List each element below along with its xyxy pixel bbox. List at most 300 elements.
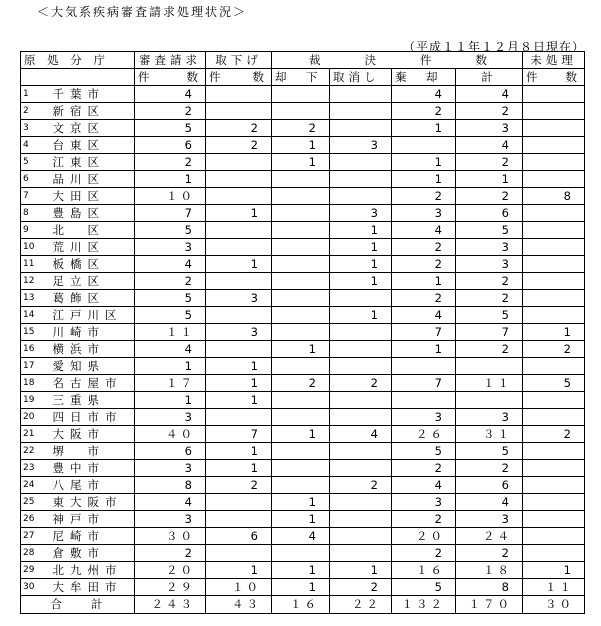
cell-claims: 3: [135, 460, 206, 477]
office-name: 豊中市: [49, 460, 135, 477]
cell-cancelled: 1: [330, 307, 392, 324]
cell-pending: 1: [523, 562, 585, 579]
cell-total: 2: [456, 460, 523, 477]
cell-total: 2: [456, 545, 523, 562]
cell-withdrawn: [206, 307, 272, 324]
row-number: 6: [21, 171, 49, 188]
cell-dismissed: [272, 392, 330, 409]
withdraw-sub-b: 数: [252, 69, 268, 84]
row-number: 27: [21, 528, 49, 545]
cell-rejected: 1: [392, 273, 456, 290]
cell-total: 3: [456, 256, 523, 273]
cell-withdrawn: [206, 273, 272, 290]
cell-total: 2: [456, 273, 523, 290]
cell-total: 5: [456, 222, 523, 239]
table-row: [21, 103, 585, 120]
cell-cancelled: 3: [330, 205, 392, 222]
office-name: 尼崎市: [49, 528, 135, 545]
cell-withdrawn: 2: [206, 477, 272, 494]
office-name: 三重県: [49, 392, 135, 409]
cell-dismissed: 1: [272, 154, 330, 171]
cell-rejected: 4: [392, 222, 456, 239]
office-name: 品川区: [49, 171, 135, 188]
cell-dismissed: 1: [272, 137, 330, 154]
cell-cancelled: 2: [330, 375, 392, 392]
cell-pending: [523, 205, 585, 222]
table-row: [21, 511, 585, 528]
row-number: 1: [21, 86, 49, 103]
table-row: [21, 375, 585, 392]
cell-cancelled: [330, 154, 392, 171]
office-name: 倉敷市: [49, 545, 135, 562]
cell-cancelled: [330, 103, 392, 120]
cell-pending: [523, 137, 585, 154]
cell-dismissed: [272, 460, 330, 477]
row-number: 7: [21, 188, 49, 205]
cell-rejected: 3: [392, 494, 456, 511]
cell-rejected: 1: [392, 120, 456, 137]
cell-total: 8: [456, 579, 523, 596]
office-name: 四日市市: [49, 409, 135, 426]
cell-claims: 4: [135, 256, 206, 273]
office-name: 大田区: [49, 188, 135, 205]
cell-total: 3: [456, 409, 523, 426]
row-number: 20: [21, 409, 49, 426]
cell-total: １１: [456, 375, 523, 392]
page-title: ＜大気系疾病審査請求処理状況＞: [37, 5, 248, 19]
decision-label-4: 数: [475, 52, 491, 67]
cell-rejected: ２０: [392, 528, 456, 545]
cell-dismissed: [272, 307, 330, 324]
cell-dismissed: [272, 256, 330, 273]
cell-claims: 7: [135, 205, 206, 222]
cell-withdrawn: 1: [206, 375, 272, 392]
cell-dismissed: [272, 273, 330, 290]
cell-claims: 4: [135, 494, 206, 511]
cell-withdrawn: 1: [206, 256, 272, 273]
office-name: 横浜市: [49, 341, 135, 358]
cell-rejected: 2: [392, 290, 456, 307]
row-number: 21: [21, 426, 49, 443]
cell-withdrawn: １０: [206, 579, 272, 596]
cell-pending: [523, 511, 585, 528]
totals-total: １７０: [456, 596, 523, 614]
office-name: 名古屋市: [49, 375, 135, 392]
row-number: 4: [21, 137, 49, 154]
total-header: 計: [456, 69, 523, 86]
cell-dismissed: [272, 409, 330, 426]
cell-cancelled: [330, 358, 392, 375]
office-name: 北 区: [49, 222, 135, 239]
cell-cancelled: [330, 341, 392, 358]
row-number: 24: [21, 477, 49, 494]
cell-rejected: 2: [392, 256, 456, 273]
cell-claims: ２９: [135, 579, 206, 596]
claims-table: [20, 51, 585, 614]
row-number: 5: [21, 154, 49, 171]
cell-rejected: 2: [392, 239, 456, 256]
cell-rejected: 1: [392, 341, 456, 358]
cell-withdrawn: [206, 188, 272, 205]
table-row: [21, 239, 585, 256]
cell-withdrawn: 1: [206, 392, 272, 409]
row-number: 19: [21, 392, 49, 409]
cell-pending: [523, 273, 585, 290]
table-row: [21, 358, 585, 375]
cell-rejected: 5: [392, 443, 456, 460]
table-row: [21, 188, 585, 205]
cell-withdrawn: [206, 341, 272, 358]
decision-label-1: 裁: [309, 52, 325, 67]
cell-total: 6: [456, 477, 523, 494]
cell-rejected: 5: [392, 579, 456, 596]
cell-cancelled: [330, 545, 392, 562]
row-number: 15: [21, 324, 49, 341]
cell-cancelled: 1: [330, 222, 392, 239]
table-row: [21, 460, 585, 477]
cell-cancelled: [330, 409, 392, 426]
cell-claims: 2: [135, 103, 206, 120]
cell-claims: ４０: [135, 426, 206, 443]
row-number: 10: [21, 239, 49, 256]
cell-claims: 3: [135, 409, 206, 426]
cell-withdrawn: [206, 494, 272, 511]
table-row: [21, 86, 585, 103]
cell-claims: 5: [135, 120, 206, 137]
withdraw-subheader: [206, 69, 272, 86]
cell-total: ３１: [456, 426, 523, 443]
office-name: 豊島区: [49, 205, 135, 222]
cell-rejected: ２６: [392, 426, 456, 443]
cell-pending: [523, 171, 585, 188]
cell-withdrawn: 1: [206, 562, 272, 579]
cell-claims: ３０: [135, 528, 206, 545]
cell-cancelled: [330, 511, 392, 528]
cell-rejected: 1: [392, 154, 456, 171]
cancel-header: 取消し: [330, 69, 392, 86]
header-row-2: [21, 69, 585, 86]
cell-rejected: 4: [392, 86, 456, 103]
table-row: [21, 324, 585, 341]
cell-claims: 4: [135, 341, 206, 358]
cell-claims: 4: [135, 86, 206, 103]
totals-row: [21, 596, 585, 614]
cell-withdrawn: 1: [206, 443, 272, 460]
cell-withdrawn: 1: [206, 205, 272, 222]
withdraw-sub-a: 件: [209, 69, 225, 84]
cell-pending: [523, 256, 585, 273]
cell-claims: 1: [135, 358, 206, 375]
cell-cancelled: 1: [330, 256, 392, 273]
office-name: 愛知県: [49, 358, 135, 375]
cell-claims: 3: [135, 511, 206, 528]
cell-rejected: 4: [392, 477, 456, 494]
office-header-blank: [21, 69, 135, 86]
row-number: 12: [21, 273, 49, 290]
cell-withdrawn: 3: [206, 290, 272, 307]
totals-cancelled: ２２: [330, 596, 392, 614]
cell-cancelled: [330, 324, 392, 341]
cell-withdrawn: [206, 86, 272, 103]
office-header: 原 処 分 庁: [21, 52, 135, 69]
claims-sub-a: 件: [138, 69, 154, 84]
table-row: [21, 341, 585, 358]
cell-withdrawn: 1: [206, 358, 272, 375]
totals-rejected: １３２: [392, 596, 456, 614]
cell-rejected: [392, 392, 456, 409]
row-number: 8: [21, 205, 49, 222]
cell-claims: 2: [135, 545, 206, 562]
cell-claims: 5: [135, 307, 206, 324]
cell-withdrawn: [206, 103, 272, 120]
pending-sub-b: 数: [565, 69, 581, 84]
office-name: 東大阪市: [49, 494, 135, 511]
table-row: [21, 443, 585, 460]
cell-rejected: 7: [392, 324, 456, 341]
decision-label-3: 件: [420, 52, 436, 67]
cell-total: 2: [456, 103, 523, 120]
office-name: 大阪市: [49, 426, 135, 443]
cell-claims: 8: [135, 477, 206, 494]
cell-rejected: 7: [392, 375, 456, 392]
cell-claims: １１: [135, 324, 206, 341]
office-name: 台東区: [49, 137, 135, 154]
table-body: [21, 86, 585, 596]
cell-dismissed: [272, 171, 330, 188]
table-row: [21, 409, 585, 426]
cell-rejected: 2: [392, 460, 456, 477]
cell-rejected: 2: [392, 545, 456, 562]
cell-rejected: 2: [392, 188, 456, 205]
row-number: 18: [21, 375, 49, 392]
cell-total: １８: [456, 562, 523, 579]
cell-cancelled: [330, 528, 392, 545]
cell-dismissed: [272, 222, 330, 239]
totals-pending: ３０: [523, 596, 585, 614]
row-number: 26: [21, 511, 49, 528]
table-row: [21, 273, 585, 290]
cell-rejected: [392, 137, 456, 154]
cell-pending: 1: [523, 324, 585, 341]
cell-dismissed: [272, 358, 330, 375]
totals-claims: ２４３: [135, 596, 206, 614]
claims-sub-b: 数: [186, 69, 202, 84]
table-row: [21, 579, 585, 596]
cell-pending: [523, 392, 585, 409]
cell-withdrawn: 6: [206, 528, 272, 545]
cell-rejected: 4: [392, 307, 456, 324]
cell-cancelled: [330, 188, 392, 205]
row-number: 11: [21, 256, 49, 273]
office-name: 北九州市: [49, 562, 135, 579]
cell-pending: [523, 494, 585, 511]
cell-total: 3: [456, 511, 523, 528]
cell-cancelled: 2: [330, 477, 392, 494]
table-row: [21, 205, 585, 222]
cell-rejected: [392, 358, 456, 375]
cell-claims: 1: [135, 392, 206, 409]
cell-withdrawn: [206, 171, 272, 188]
cell-pending: [523, 460, 585, 477]
cell-claims: 5: [135, 290, 206, 307]
cell-cancelled: 1: [330, 562, 392, 579]
row-number: 16: [21, 341, 49, 358]
cell-pending: [523, 307, 585, 324]
cell-total: 2: [456, 154, 523, 171]
cell-dismissed: 1: [272, 562, 330, 579]
cell-total: [456, 358, 523, 375]
cell-cancelled: 1: [330, 239, 392, 256]
cell-dismissed: 1: [272, 511, 330, 528]
table-row: [21, 477, 585, 494]
cell-total: 2: [456, 188, 523, 205]
cell-dismissed: 1: [272, 426, 330, 443]
cell-dismissed: [272, 324, 330, 341]
cell-dismissed: [272, 443, 330, 460]
reject-header: 棄 却: [392, 69, 456, 86]
office-name: 江東区: [49, 154, 135, 171]
cell-pending: 2: [523, 341, 585, 358]
cell-withdrawn: 2: [206, 120, 272, 137]
cell-withdrawn: 2: [206, 137, 272, 154]
cell-dismissed: [272, 103, 330, 120]
row-number: 28: [21, 545, 49, 562]
cell-withdrawn: 7: [206, 426, 272, 443]
pending-subheader: [523, 69, 585, 86]
cell-claims: ２０: [135, 562, 206, 579]
totals-label: 合 計: [21, 596, 135, 614]
cell-total: 3: [456, 239, 523, 256]
cell-total: 5: [456, 307, 523, 324]
cell-withdrawn: [206, 222, 272, 239]
cell-total: 2: [456, 341, 523, 358]
row-number: 2: [21, 103, 49, 120]
row-number: 13: [21, 290, 49, 307]
cell-total: 6: [456, 205, 523, 222]
cell-rejected: 3: [392, 205, 456, 222]
office-name: 千葉市: [49, 86, 135, 103]
cell-dismissed: [272, 205, 330, 222]
cell-total: 4: [456, 86, 523, 103]
cell-pending: １１: [523, 579, 585, 596]
table-row: [21, 290, 585, 307]
pending-sub-a: 件: [526, 69, 542, 84]
cell-cancelled: [330, 171, 392, 188]
cell-dismissed: [272, 86, 330, 103]
cell-cancelled: [330, 120, 392, 137]
table-row: [21, 222, 585, 239]
cell-claims: 2: [135, 273, 206, 290]
cell-total: 4: [456, 494, 523, 511]
cell-dismissed: [272, 290, 330, 307]
office-name: 大牟田市: [49, 579, 135, 596]
table-row: [21, 171, 585, 188]
office-name: 葛飾区: [49, 290, 135, 307]
cell-claims: 5: [135, 222, 206, 239]
cell-pending: [523, 86, 585, 103]
cell-dismissed: [272, 477, 330, 494]
cell-total: ２４: [456, 528, 523, 545]
cell-total: 2: [456, 290, 523, 307]
cell-rejected: 2: [392, 511, 456, 528]
cell-total: 3: [456, 120, 523, 137]
cell-cancelled: [330, 443, 392, 460]
cell-dismissed: 4: [272, 528, 330, 545]
cell-withdrawn: 1: [206, 460, 272, 477]
table-row: [21, 528, 585, 545]
office-name: 江戸川区: [49, 307, 135, 324]
office-name: 八尾市: [49, 477, 135, 494]
totals-dismissed: １６: [272, 596, 330, 614]
table-row: [21, 562, 585, 579]
row-number: 22: [21, 443, 49, 460]
cell-cancelled: 3: [330, 137, 392, 154]
cell-dismissed: 2: [272, 120, 330, 137]
cell-pending: [523, 545, 585, 562]
cell-rejected: 3: [392, 409, 456, 426]
cell-dismissed: [272, 188, 330, 205]
cell-total: 5: [456, 443, 523, 460]
office-name: 文京区: [49, 120, 135, 137]
office-name: 新宿区: [49, 103, 135, 120]
cell-cancelled: [330, 290, 392, 307]
office-name: 川崎市: [49, 324, 135, 341]
cell-pending: [523, 222, 585, 239]
office-name: 荒川区: [49, 239, 135, 256]
cell-withdrawn: [206, 409, 272, 426]
cell-pending: [523, 103, 585, 120]
cell-cancelled: 4: [330, 426, 392, 443]
table-row: [21, 256, 585, 273]
cell-pending: [523, 409, 585, 426]
cell-withdrawn: [206, 239, 272, 256]
table-row: [21, 137, 585, 154]
cell-dismissed: 2: [272, 375, 330, 392]
cell-claims: 6: [135, 137, 206, 154]
cell-total: 7: [456, 324, 523, 341]
cell-claims: 6: [135, 443, 206, 460]
row-number: 25: [21, 494, 49, 511]
cell-dismissed: 1: [272, 341, 330, 358]
cell-cancelled: [330, 460, 392, 477]
cell-withdrawn: 3: [206, 324, 272, 341]
table-row: [21, 307, 585, 324]
cell-pending: [523, 443, 585, 460]
cell-total: 4: [456, 137, 523, 154]
cell-pending: [523, 154, 585, 171]
cell-claims: 1: [135, 171, 206, 188]
row-number: 30: [21, 579, 49, 596]
cell-cancelled: 2: [330, 579, 392, 596]
cell-cancelled: [330, 392, 392, 409]
cell-total: 1: [456, 171, 523, 188]
decision-header: [272, 52, 523, 69]
table-row: [21, 426, 585, 443]
cell-rejected: １６: [392, 562, 456, 579]
office-name: 神戸市: [49, 511, 135, 528]
totals-withdrawn: ４３: [206, 596, 272, 614]
row-number: 23: [21, 460, 49, 477]
cell-dismissed: [272, 239, 330, 256]
cell-cancelled: [330, 494, 392, 511]
cell-pending: 5: [523, 375, 585, 392]
table-row: [21, 494, 585, 511]
header-row-1: [21, 52, 585, 69]
cell-rejected: 2: [392, 103, 456, 120]
table-row: [21, 392, 585, 409]
row-number: 17: [21, 358, 49, 375]
cell-pending: [523, 290, 585, 307]
